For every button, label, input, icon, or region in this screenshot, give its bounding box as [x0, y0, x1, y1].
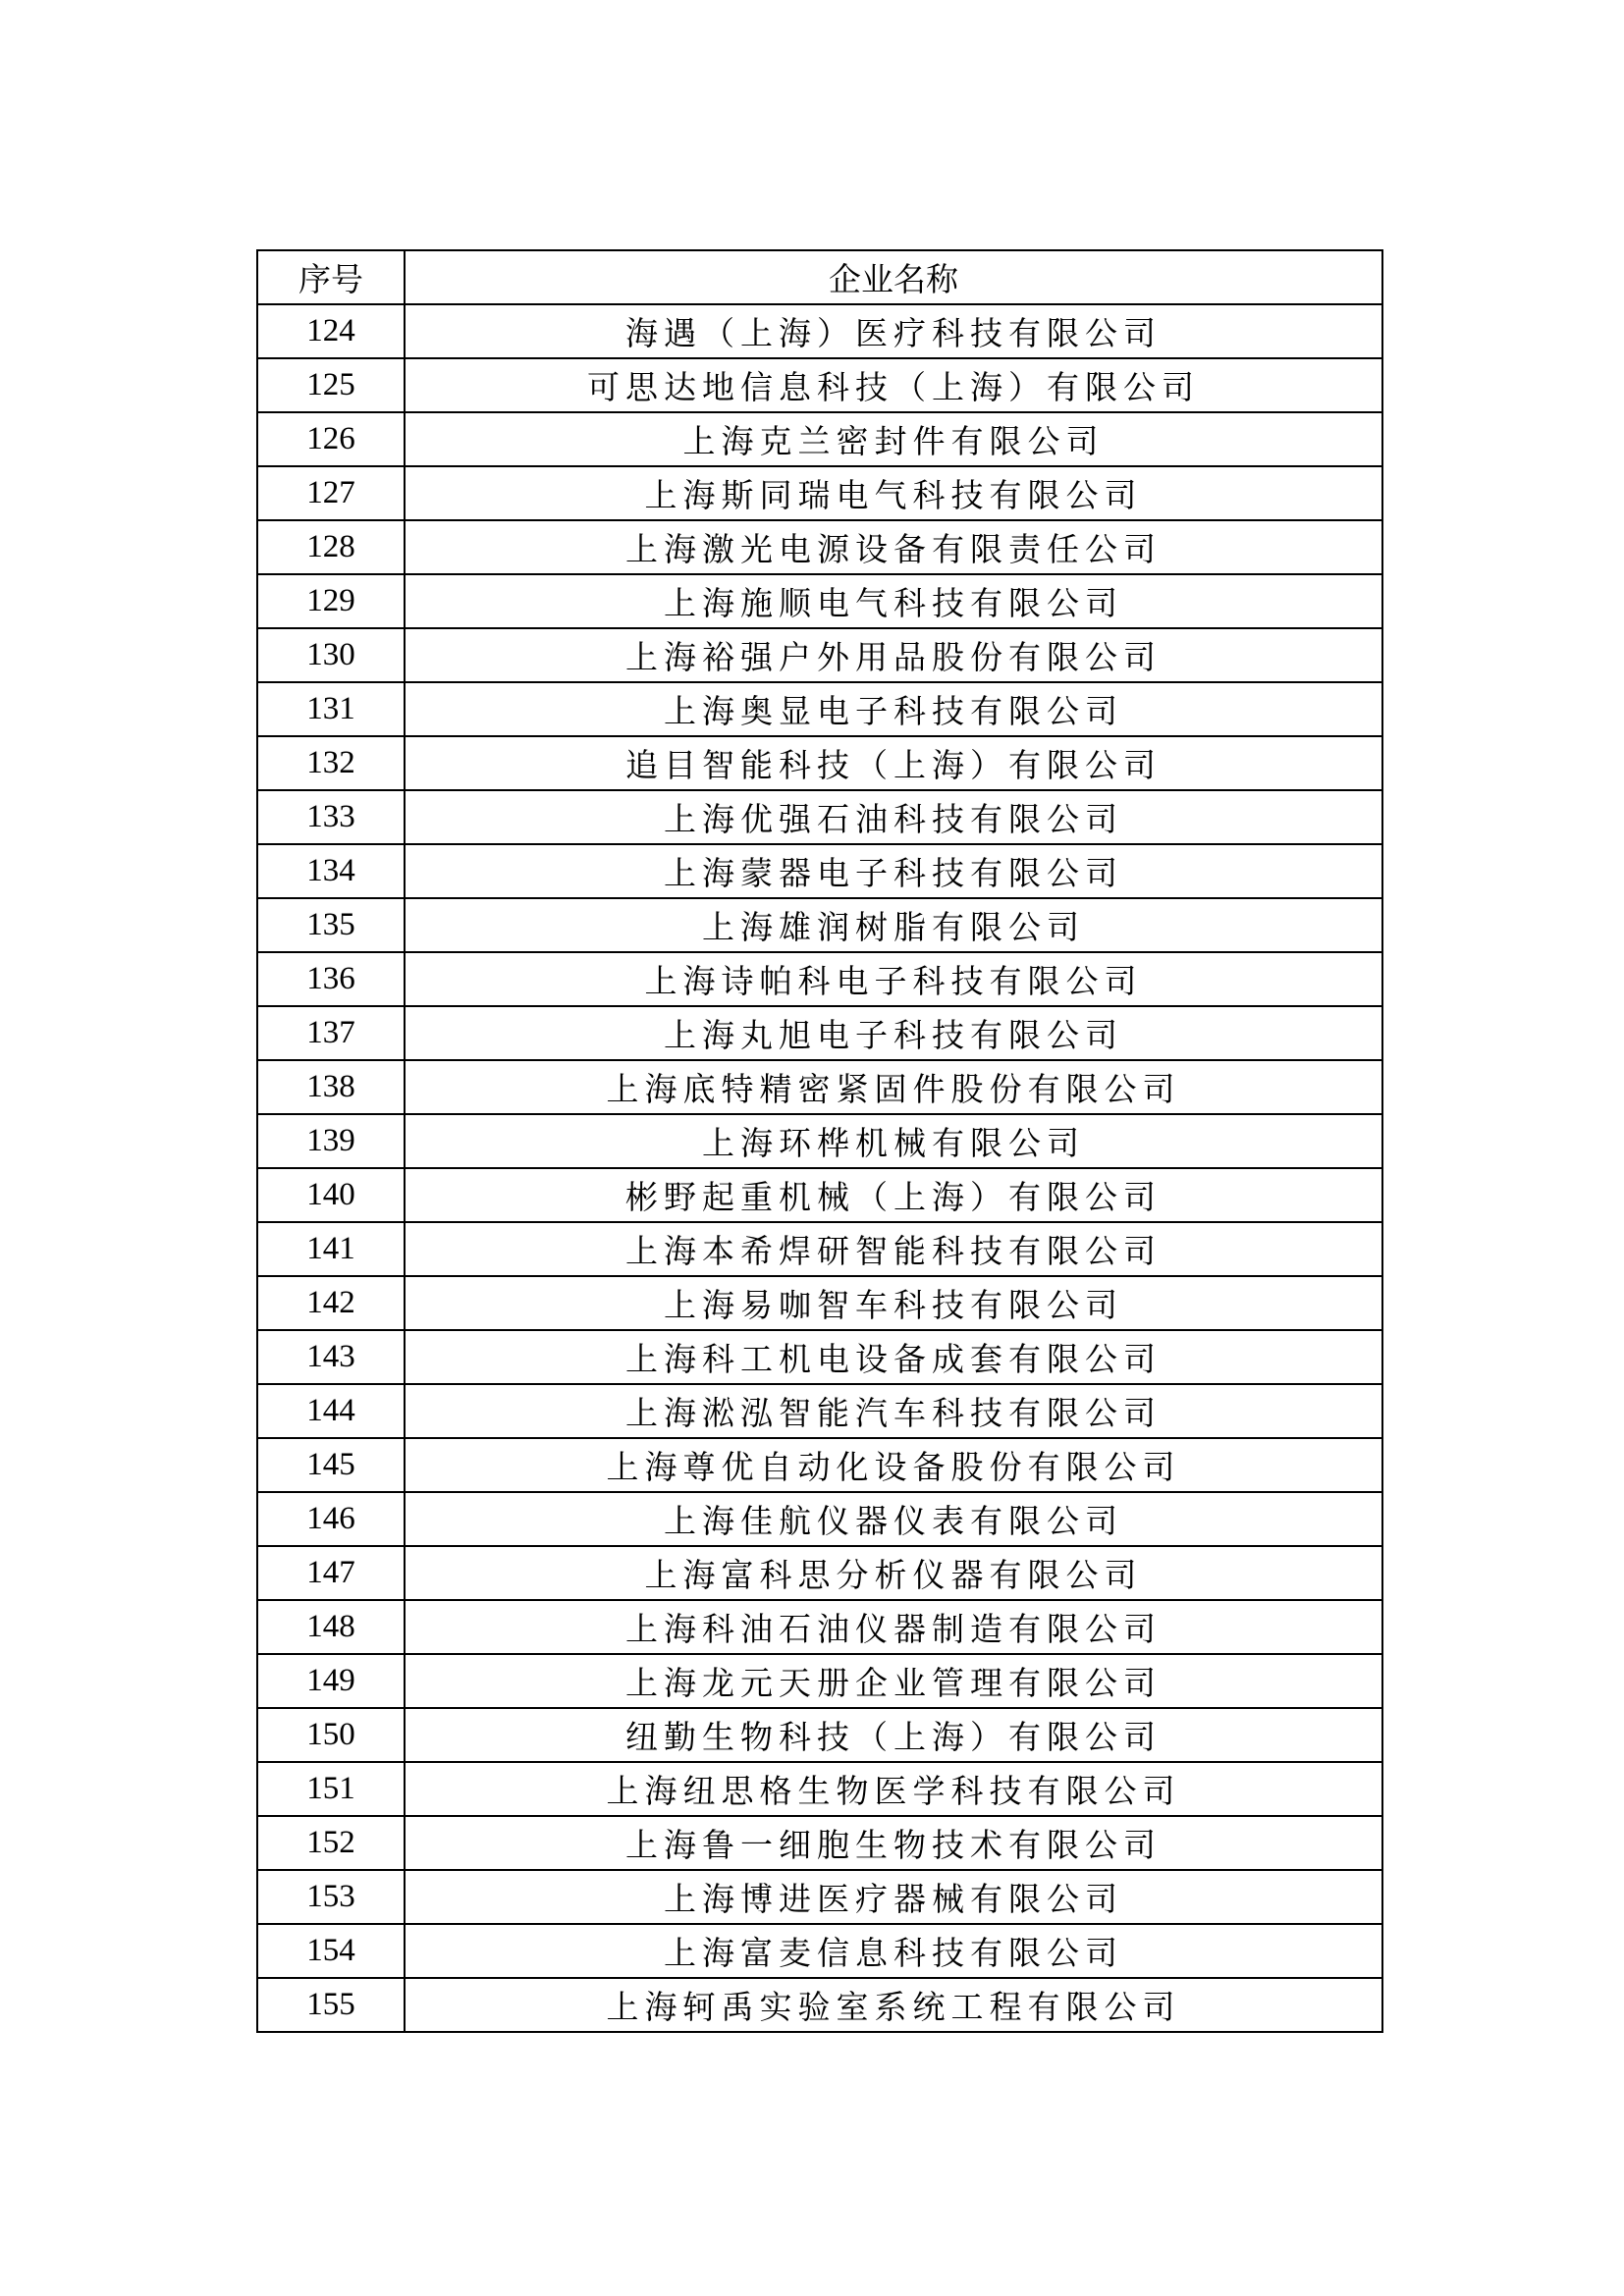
- company-name: 上海蒙器电子科技有限公司: [405, 844, 1382, 898]
- table-header-row: [257, 250, 1382, 304]
- company-name: 追目智能科技（上海）有限公司: [405, 736, 1382, 790]
- row-index: 137: [257, 1006, 405, 1060]
- company-name: 上海雄润树脂有限公司: [405, 898, 1382, 952]
- table-row: [257, 844, 1382, 898]
- company-name: 上海科油石油仪器制造有限公司: [405, 1600, 1382, 1654]
- row-index: 141: [257, 1222, 405, 1276]
- table-row: [257, 1330, 1382, 1384]
- row-index: 138: [257, 1060, 405, 1114]
- table-row: [257, 1870, 1382, 1924]
- company-name: 上海佳航仪器仪表有限公司: [405, 1492, 1382, 1546]
- row-index: 151: [257, 1762, 405, 1816]
- row-index: 144: [257, 1384, 405, 1438]
- company-name: 上海诗帕科电子科技有限公司: [405, 952, 1382, 1006]
- row-index: 143: [257, 1330, 405, 1384]
- row-index: 153: [257, 1870, 405, 1924]
- row-index: 125: [257, 358, 405, 412]
- company-name: 上海龙元天册企业管理有限公司: [405, 1654, 1382, 1708]
- table-row: [257, 952, 1382, 1006]
- company-name: 纽勤生物科技（上海）有限公司: [405, 1708, 1382, 1762]
- company-name: 上海克兰密封件有限公司: [405, 412, 1382, 466]
- row-index: 150: [257, 1708, 405, 1762]
- company-name: 上海尊优自动化设备股份有限公司: [405, 1438, 1382, 1492]
- company-name: 上海本希焊研智能科技有限公司: [405, 1222, 1382, 1276]
- table-row: [257, 520, 1382, 574]
- company-name: 海遇（上海）医疗科技有限公司: [405, 304, 1382, 358]
- company-name: 上海科工机电设备成套有限公司: [405, 1330, 1382, 1384]
- table-row: [257, 898, 1382, 952]
- row-index: 140: [257, 1168, 405, 1222]
- row-index: 154: [257, 1924, 405, 1978]
- row-index: 128: [257, 520, 405, 574]
- row-index: 126: [257, 412, 405, 466]
- row-index: 136: [257, 952, 405, 1006]
- table-row: [257, 1222, 1382, 1276]
- company-name: 上海底特精密紧固件股份有限公司: [405, 1060, 1382, 1114]
- table-row: [257, 1060, 1382, 1114]
- table-row: [257, 1978, 1382, 2032]
- table-row: [257, 736, 1382, 790]
- row-index: 124: [257, 304, 405, 358]
- company-name: 上海斯同瑞电气科技有限公司: [405, 466, 1382, 520]
- row-index: 132: [257, 736, 405, 790]
- table-row: [257, 790, 1382, 844]
- company-name: 上海施顺电气科技有限公司: [405, 574, 1382, 628]
- table-row: [257, 412, 1382, 466]
- row-index: 131: [257, 682, 405, 736]
- table-row: [257, 304, 1382, 358]
- company-name: 上海环桦机械有限公司: [405, 1114, 1382, 1168]
- table-row: [257, 1492, 1382, 1546]
- company-name: 上海激光电源设备有限责任公司: [405, 520, 1382, 574]
- row-index: 129: [257, 574, 405, 628]
- table-row: [257, 1006, 1382, 1060]
- table-row: [257, 1816, 1382, 1870]
- row-index: 134: [257, 844, 405, 898]
- company-name: 上海富麦信息科技有限公司: [405, 1924, 1382, 1978]
- table-row: [257, 1600, 1382, 1654]
- table-row: [257, 1924, 1382, 1978]
- table-row: [257, 1168, 1382, 1222]
- table-row: [257, 574, 1382, 628]
- row-index: 139: [257, 1114, 405, 1168]
- table-row: [257, 682, 1382, 736]
- table-row: [257, 1276, 1382, 1330]
- company-name: 上海裕强户外用品股份有限公司: [405, 628, 1382, 682]
- row-index: 142: [257, 1276, 405, 1330]
- row-index: 149: [257, 1654, 405, 1708]
- company-name: 上海鲁一细胞生物技术有限公司: [405, 1816, 1382, 1870]
- table-body: [257, 304, 1382, 2032]
- company-name: 上海轲禹实验室系统工程有限公司: [405, 1978, 1382, 2032]
- company-name: 上海优强石油科技有限公司: [405, 790, 1382, 844]
- row-index: 152: [257, 1816, 405, 1870]
- row-index: 147: [257, 1546, 405, 1600]
- row-index: 133: [257, 790, 405, 844]
- company-name: 上海易咖智车科技有限公司: [405, 1276, 1382, 1330]
- company-list-table: [256, 249, 1383, 2033]
- company-name: 上海博进医疗器械有限公司: [405, 1870, 1382, 1924]
- company-name: 彬野起重机械（上海）有限公司: [405, 1168, 1382, 1222]
- row-index: 145: [257, 1438, 405, 1492]
- company-name: 上海奥显电子科技有限公司: [405, 682, 1382, 736]
- table-row: [257, 1762, 1382, 1816]
- row-index: 146: [257, 1492, 405, 1546]
- company-name: 可思达地信息科技（上海）有限公司: [405, 358, 1382, 412]
- table-row: [257, 466, 1382, 520]
- company-name: 上海淞泓智能汽车科技有限公司: [405, 1384, 1382, 1438]
- row-index: 127: [257, 466, 405, 520]
- table-row: [257, 1654, 1382, 1708]
- row-index: 130: [257, 628, 405, 682]
- row-index: 155: [257, 1978, 405, 2032]
- column-header-company-name: 企业名称: [405, 250, 1382, 304]
- company-name: 上海丸旭电子科技有限公司: [405, 1006, 1382, 1060]
- row-index: 148: [257, 1600, 405, 1654]
- table-row: [257, 358, 1382, 412]
- table-row: [257, 628, 1382, 682]
- table-row: [257, 1114, 1382, 1168]
- table-row: [257, 1546, 1382, 1600]
- table-row: [257, 1708, 1382, 1762]
- company-name: 上海纽思格生物医学科技有限公司: [405, 1762, 1382, 1816]
- column-header-index: 序号: [257, 250, 405, 304]
- table-row: [257, 1438, 1382, 1492]
- company-name: 上海富科思分析仪器有限公司: [405, 1546, 1382, 1600]
- table-row: [257, 1384, 1382, 1438]
- row-index: 135: [257, 898, 405, 952]
